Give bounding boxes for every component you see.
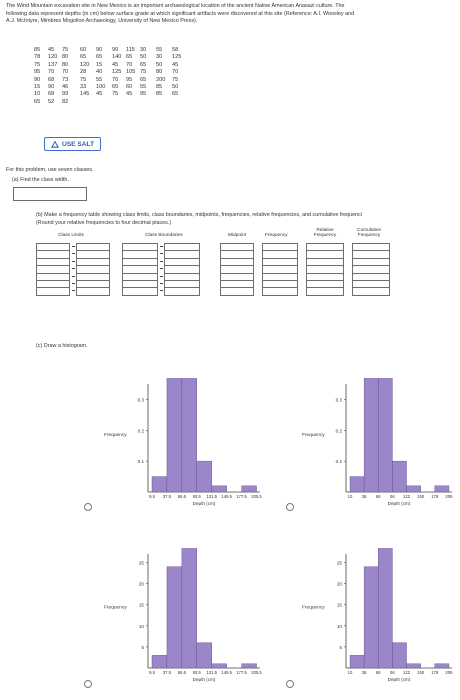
class-boundary-upper-input[interactable]	[164, 287, 200, 295]
histogram-bar	[212, 486, 227, 492]
header-midpoint: Midpoint	[228, 233, 247, 238]
x-tick-label: 37.5	[162, 670, 172, 675]
data-cell: 70	[172, 69, 179, 76]
relative-frequency-input[interactable]	[306, 287, 344, 295]
histogram-bar	[435, 486, 449, 492]
data-cell: 95	[126, 76, 133, 83]
range-dash	[160, 268, 163, 269]
x-tick-label: 9.5	[149, 670, 155, 675]
x-axis-label: Depth (cm)	[192, 501, 216, 506]
histogram-bar	[364, 567, 378, 668]
data-cell: 60	[126, 83, 133, 90]
problem-description	[6, 3, 458, 26]
x-tick-label: 177.5	[236, 670, 247, 675]
data-cell	[126, 99, 140, 106]
y-tick-label: 0.1	[137, 459, 144, 465]
data-row	[34, 84, 184, 91]
data-cell: 45	[48, 47, 55, 53]
x-tick-label: 206	[445, 670, 453, 675]
data-cell: 125	[112, 69, 122, 76]
data-cell: 65	[172, 91, 179, 98]
data-row	[34, 69, 184, 76]
data-cell: 90	[96, 47, 103, 53]
range-dash	[160, 246, 163, 247]
range-dash	[72, 253, 75, 254]
data-cell: 10	[34, 91, 41, 98]
x-axis-label: Depth (cm)	[192, 677, 216, 682]
header-cumulative-frequency	[349, 228, 389, 238]
class-boundary-lower-input[interactable]	[122, 287, 158, 295]
y-axis-label: Frequency	[302, 432, 325, 438]
part-a-text: (a) Find the class width.	[12, 177, 69, 183]
data-cell: 85	[156, 91, 163, 98]
data-row	[34, 54, 184, 61]
data-cell: 75	[80, 76, 87, 83]
data-cell: 30	[156, 54, 163, 61]
depth-data-grid	[34, 47, 184, 106]
header-class-limits: Class Limits	[58, 233, 84, 238]
x-tick-label: 150	[417, 494, 425, 499]
histogram-bar	[182, 378, 197, 492]
header-relative-line2: Frequency	[313, 233, 337, 238]
data-cell: 60	[80, 47, 87, 53]
header-class-boundaries: Class Boundaries	[145, 233, 183, 238]
y-tick-label: 10	[336, 623, 342, 629]
x-tick-label: 205.5	[251, 670, 262, 675]
x-tick-label: 121.5	[206, 494, 217, 499]
y-tick-label: 0.2	[335, 428, 342, 434]
class-limit-lower-input[interactable]	[36, 287, 70, 295]
data-cell	[96, 99, 112, 106]
data-cell: 50	[172, 83, 179, 90]
data-cell: 40	[96, 69, 103, 76]
data-cell: 65	[140, 76, 147, 83]
histogram-option-3-radio[interactable]	[84, 680, 92, 688]
range-dash	[72, 246, 75, 247]
y-axis-label: Frequency	[302, 605, 325, 611]
part-b-text: (b) Make a frequency table showing class limits, class boundaries, midpoints, frequencies, relative frequencies, and cumulative frequenci	[36, 212, 362, 218]
data-cell: 75	[112, 91, 119, 98]
x-axis-label: Depth (cm)	[387, 677, 411, 682]
range-dash	[160, 290, 163, 291]
data-cell: 68	[48, 91, 55, 98]
data-cell: 120	[48, 54, 58, 61]
y-tick-label: 20	[138, 581, 144, 587]
y-axis-label: Frequency	[104, 432, 127, 438]
x-tick-label: 10	[347, 494, 353, 499]
x-tick-label: 93.5	[192, 494, 201, 499]
data-cell: 65	[112, 83, 119, 90]
class-limit-upper-input[interactable]	[76, 287, 110, 295]
histogram-bar	[182, 548, 197, 668]
data-cell: 65	[80, 54, 87, 61]
histogram-bar	[392, 461, 406, 492]
x-tick-label: 178	[431, 494, 439, 499]
x-tick-label: 206	[445, 494, 453, 499]
data-cell: 140	[112, 54, 122, 61]
data-cell: 95	[34, 69, 41, 76]
cumulative-frequency-input[interactable]	[352, 287, 390, 295]
data-cell: 85	[34, 47, 41, 53]
x-tick-label: 122	[403, 494, 411, 499]
header-cumulative-line2: Frequency	[357, 233, 381, 238]
intro-line-1: The Wind Mountain excavation site in New Mexico is an important archaeological location of the ancient Native American Anasazi culture. The	[6, 3, 345, 9]
y-tick-label: 20	[336, 581, 342, 587]
data-cell: 80	[62, 61, 69, 68]
y-tick-label: 5	[141, 644, 144, 650]
use-salt-button[interactable]	[44, 137, 101, 151]
data-cell: 145	[80, 91, 90, 98]
data-cell: 125	[172, 54, 182, 61]
data-cell: 45	[112, 61, 119, 68]
frequency-input[interactable]	[262, 287, 298, 295]
x-tick-label: 122	[403, 670, 411, 675]
data-cell: 80	[156, 69, 163, 76]
histogram-bar	[242, 664, 257, 668]
data-cell: 45	[126, 91, 133, 98]
data-row	[34, 47, 184, 54]
x-tick-label: 121.5	[206, 670, 217, 675]
data-cell	[140, 99, 156, 106]
data-cell: 82	[62, 98, 69, 105]
histogram-bar	[407, 486, 421, 492]
data-cell: 55	[96, 76, 103, 83]
data-cell: 45	[172, 61, 179, 68]
data-cell: 45	[96, 91, 103, 98]
y-tick-label: 25	[336, 560, 342, 566]
histogram-bar	[435, 664, 449, 668]
part-b-note: (Round your relative frequencies to four decimal places.)	[36, 220, 172, 226]
range-dash	[72, 276, 75, 277]
data-row	[34, 99, 184, 106]
data-cell: 70	[62, 69, 69, 76]
y-tick-label: 0.2	[137, 428, 144, 434]
data-cell: 70	[48, 69, 55, 76]
histogram-bar	[152, 655, 167, 668]
x-tick-label: 37.5	[162, 494, 172, 499]
data-cell: 75	[172, 76, 179, 83]
data-cell: 75	[34, 61, 41, 68]
header-cumulative-line1: Cumulative	[357, 228, 381, 233]
histogram-option-1-radio[interactable]	[84, 503, 92, 511]
data-cell: 75	[62, 47, 69, 53]
data-cell: 120	[80, 61, 90, 68]
data-cell: 75	[140, 69, 147, 76]
data-cell: 65	[96, 54, 103, 61]
histogram-option-4[interactable]	[290, 548, 460, 690]
histogram-bar	[167, 378, 182, 492]
histogram-option-1[interactable]	[92, 378, 268, 514]
y-tick-label: 0.1	[335, 459, 342, 465]
x-tick-label: 94	[390, 494, 395, 499]
histogram-bar	[197, 643, 212, 668]
x-tick-label: 149.5	[221, 494, 232, 499]
y-tick-label: 0.3	[137, 397, 144, 403]
range-dash	[160, 261, 163, 262]
histogram-bar	[197, 461, 212, 492]
x-tick-label: 66	[375, 670, 381, 675]
histogram-bar	[242, 486, 257, 492]
x-tick-label: 94	[390, 670, 395, 675]
x-tick-label: 38	[361, 494, 367, 499]
data-cell	[112, 99, 126, 106]
range-dash	[72, 268, 75, 269]
x-tick-label: 65.5	[177, 670, 186, 675]
data-cell: 65	[126, 54, 133, 61]
range-dash	[160, 283, 163, 284]
data-cell: 95	[140, 91, 147, 98]
data-cell: 73	[62, 76, 69, 83]
x-tick-label: 178	[431, 670, 439, 675]
intro-line-3: A.J. McIntyre, Mimbres Mogollon Archaeology, University of New Mexico Press).	[6, 18, 198, 25]
x-tick-label: 205.5	[251, 494, 262, 499]
x-tick-label: 150	[417, 670, 425, 675]
data-cell: 30	[140, 47, 147, 53]
midpoint-input[interactable]	[220, 287, 254, 295]
data-cell: 70	[112, 76, 119, 83]
x-tick-label: 38	[361, 670, 367, 675]
x-tick-label: 10	[347, 670, 353, 675]
histogram-bar	[152, 477, 167, 492]
data-cell: 115	[126, 47, 135, 53]
header-relative-line1: Relative	[316, 228, 334, 233]
data-cell: 90	[48, 83, 55, 90]
data-cell: 50	[156, 61, 163, 68]
salt-icon	[51, 140, 59, 148]
y-tick-label: 25	[138, 560, 144, 566]
data-row	[34, 62, 184, 69]
data-cell	[172, 99, 184, 106]
data-cell: 55	[156, 47, 163, 53]
data-cell: 15	[96, 61, 103, 68]
data-cell: 52	[48, 98, 55, 105]
range-dash	[160, 253, 163, 254]
histogram-bar	[167, 567, 182, 668]
x-tick-label: 9.5	[149, 494, 155, 499]
frequency-table	[36, 243, 396, 299]
data-cell: 80	[62, 54, 69, 61]
y-tick-label: 10	[138, 623, 144, 629]
x-tick-label: 66	[375, 494, 381, 499]
data-cell: 70	[126, 61, 133, 68]
class-width-input[interactable]	[13, 187, 87, 201]
histogram-option-2[interactable]	[290, 378, 460, 514]
histogram-bar	[212, 664, 227, 668]
data-cell: 65	[34, 98, 41, 105]
data-cell: 78	[34, 54, 41, 61]
data-cell: 15	[34, 83, 41, 90]
data-cell: 65	[140, 61, 147, 68]
range-dash	[72, 261, 75, 262]
range-dash	[72, 283, 75, 284]
histogram-bar	[364, 378, 378, 492]
problem-intro-text: For this problem, use seven classes.	[6, 167, 94, 173]
data-cell: 68	[48, 76, 55, 83]
histogram-bar	[378, 378, 392, 492]
histogram-bar	[350, 655, 364, 668]
data-cell: 99	[62, 91, 69, 98]
data-cell: 85	[156, 83, 163, 90]
data-cell: 55	[140, 83, 147, 90]
x-tick-label: 149.5	[221, 670, 232, 675]
data-row	[34, 77, 184, 84]
intro-line-2: following data represent depths (in cm) below surface grade at which significant artifacts were discovered at this site (Reference: A.I. Woosley and	[6, 10, 355, 17]
histogram-bar	[392, 643, 406, 668]
data-cell: 28	[80, 69, 87, 76]
header-frequency: Frequency	[265, 233, 288, 238]
data-row	[34, 91, 184, 98]
x-tick-label: 65.5	[177, 494, 186, 499]
data-cell: 58	[172, 47, 179, 53]
data-cell: 50	[140, 54, 147, 61]
data-cell	[156, 99, 172, 106]
data-cell: 90	[34, 76, 41, 83]
data-cell: 46	[62, 83, 69, 90]
y-tick-label: 0.3	[335, 397, 342, 403]
data-cell: 137	[48, 61, 58, 68]
data-cell: 200	[156, 76, 166, 83]
header-relative-frequency	[308, 228, 342, 238]
x-axis-label: Depth (cm)	[387, 501, 411, 506]
histogram-option-3[interactable]	[92, 548, 268, 690]
histogram-bar	[407, 664, 421, 668]
y-tick-label: 15	[336, 602, 342, 608]
histogram-bar	[350, 477, 364, 492]
y-tick-label: 15	[138, 602, 144, 608]
y-axis-label: Frequency	[104, 605, 127, 611]
data-cell	[80, 99, 96, 106]
use-salt-label: USE SALT	[62, 140, 95, 148]
data-cell: 105	[126, 69, 136, 76]
part-c-text: (c) Draw a histogram.	[36, 343, 88, 349]
data-cell: 90	[112, 47, 119, 53]
x-tick-label: 93.5	[192, 670, 201, 675]
x-tick-label: 177.5	[236, 494, 247, 499]
histogram-bar	[378, 548, 392, 668]
data-cell: 33	[80, 83, 87, 90]
data-cell: 100	[96, 83, 106, 90]
range-dash	[72, 290, 75, 291]
range-dash	[160, 276, 163, 277]
y-tick-label: 5	[339, 644, 342, 650]
